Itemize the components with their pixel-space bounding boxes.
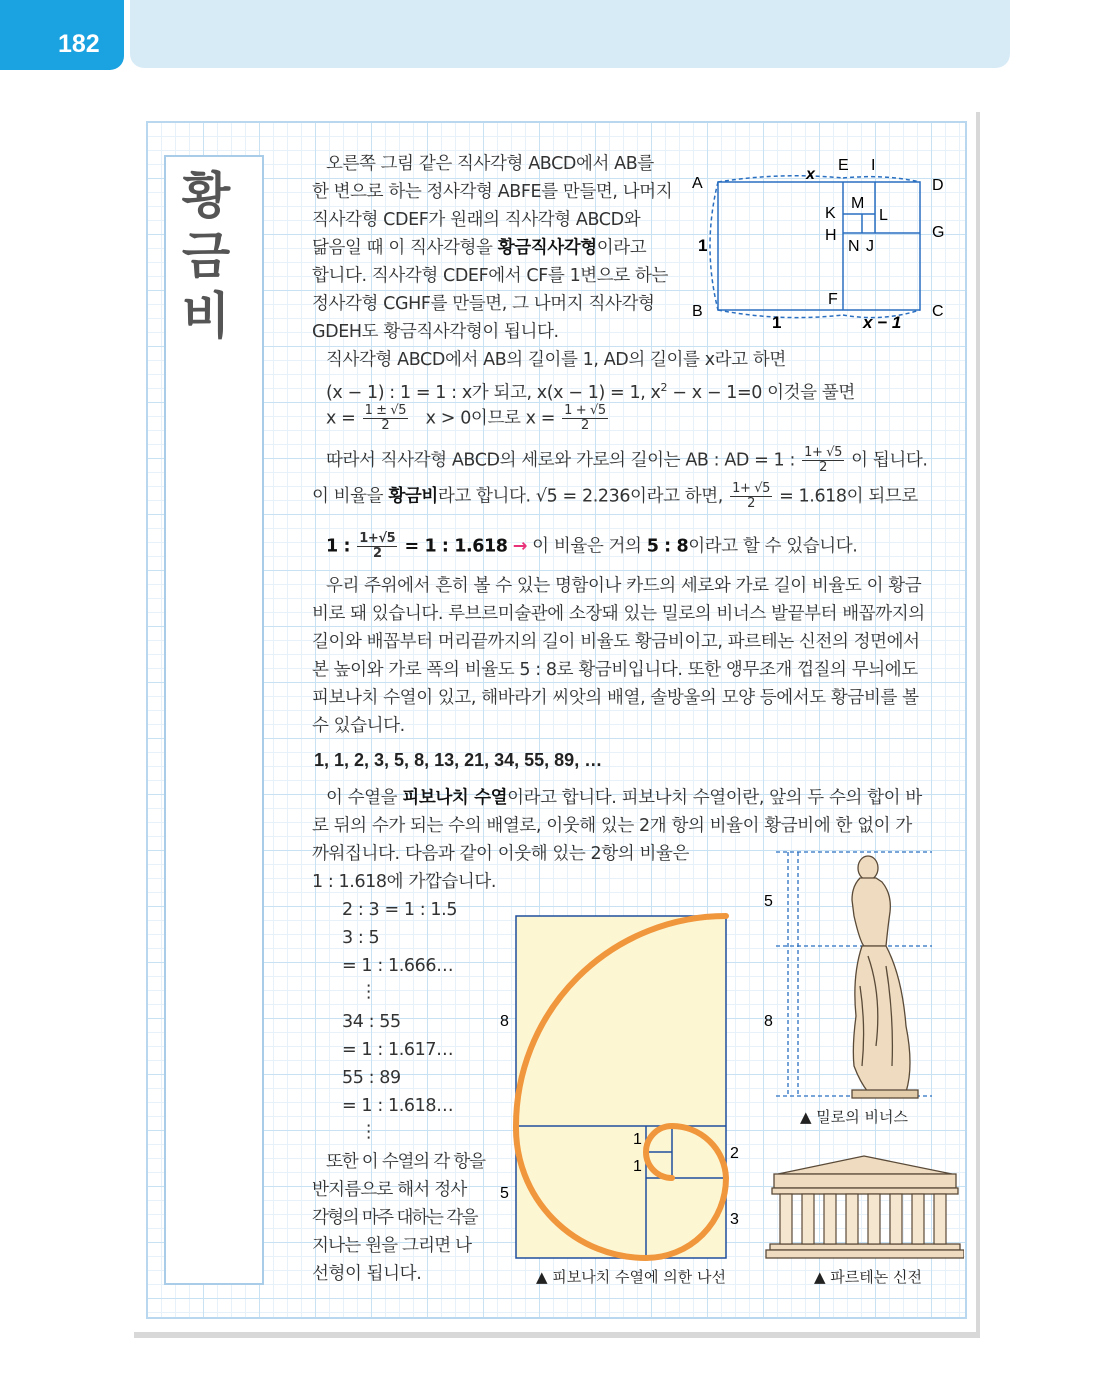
intro-line [312, 234, 646, 263]
fraction [357, 532, 397, 561]
spiral-text-line: 지나는 원을 그리면 나 [312, 1236, 472, 1256]
arrow-icon: → [512, 536, 527, 557]
venus-label-top: 5 [764, 893, 773, 910]
title-char: 황 [181, 167, 231, 225]
examples-line: 우리 주위에서 흔히 볼 수 있는 명함이나 카드의 세로와 가로 길이 비율도 이 황금 [326, 576, 922, 596]
fraction [562, 404, 608, 433]
ratio-item: = 1 : 1.666… [342, 956, 454, 976]
text-span: x > 0이므로 x = [425, 408, 555, 429]
label-G: G [932, 224, 945, 241]
text-span: = 1.618이 되므로 [779, 486, 918, 507]
text-span: = 1 : 1.618 [404, 536, 508, 557]
text-span: x = [326, 408, 356, 429]
numerator: 1+ √5 [732, 481, 770, 496]
statue-figure [852, 856, 918, 1098]
examples-line: 비로 돼 있습니다. 루브르미술관에 소장돼 있는 밀로의 비너스 발끝부터 배꼽까지의 [312, 604, 925, 624]
fibonacci-line: 까워집니다. 다음과 같이 이웃해 있는 2항의 비율은 [312, 844, 689, 864]
parthenon-illustration [764, 1144, 964, 1262]
intro-line: 직사각형 CDEF가 원래의 직사각형 ABCD와 [312, 210, 641, 230]
venus-de-milo-illustration [756, 846, 956, 1108]
intro-line: 정사각형 CGHF를 만들면, 그 나머지 직사각형 [312, 294, 655, 314]
ratio-item: 2 : 3 = 1 : 1.5 [342, 900, 458, 920]
term-fibonacci: 피보나치 수열 [402, 788, 508, 808]
examples-line: 수 있습니다. [312, 716, 405, 736]
text-span: 5 : 8 [646, 536, 689, 557]
denominator: 2 [381, 418, 390, 433]
header-band [130, 0, 1010, 68]
fibonacci-line [326, 784, 922, 813]
label-K: K [825, 205, 836, 222]
text-span: − x − 1=0 이것을 풀면 [667, 382, 855, 403]
label-two: 2 [730, 1145, 739, 1162]
label-L: L [879, 207, 888, 224]
text-span: (x − 1) : 1 = 1 : x가 되고, x(x − 1) = 1, x [326, 382, 661, 403]
text-span: 이라고 [596, 238, 647, 258]
venus-caption: ▲ 밀로의 비너스 [800, 1108, 909, 1126]
text-span: 이 됩니다. [851, 450, 928, 471]
text-span: 이라고 할 수 있습니다. [688, 536, 858, 557]
spiral-text-line: 또한 이 수열의 각 항을 [326, 1152, 485, 1172]
denominator: 2 [372, 546, 382, 561]
page-number: 182 [58, 30, 100, 58]
label-I: I [871, 157, 876, 174]
intro-line: 한 변으로 하는 정사각형 ABFE를 만들면, 나머지 [312, 182, 673, 202]
title-char: 금 [181, 227, 231, 285]
label-D: D [932, 177, 944, 194]
fraction [363, 404, 409, 433]
label-three: 3 [730, 1211, 739, 1228]
ratio-item: ⋮ [360, 982, 378, 1002]
page-title [176, 166, 236, 346]
ratio-item: = 1 : 1.617… [342, 1040, 454, 1060]
derivation-line [312, 482, 918, 511]
fibonacci-line: 로 뒤의 수가 되는 수의 배열로, 이웃해 있는 2개 항의 비율이 황금비에 한 없이 가 [312, 816, 912, 836]
spiral-caption: ▲ 피보나치 수열에 의한 나선 [536, 1268, 726, 1286]
label-A: A [692, 175, 703, 192]
label-one-left: 1 [698, 236, 708, 255]
text-span: 라고 합니다. √5 = 2.236이라고 하면, [437, 486, 723, 507]
parthenon-caption: ▲ 파르테논 신전 [814, 1268, 923, 1286]
spiral-text-line: 반지름으로 해서 정사 [312, 1180, 467, 1200]
text-span: 이 비율을 [312, 486, 389, 507]
fraction [730, 482, 772, 511]
label-five: 5 [500, 1185, 509, 1202]
denominator: 2 [819, 460, 827, 475]
denominator: 2 [747, 496, 755, 511]
label-one-bottom: 1 [772, 313, 782, 332]
label-E: E [838, 157, 849, 174]
superscript: 2 [660, 381, 668, 394]
label-one-b: 1 [633, 1158, 642, 1175]
ratio-item: 3 : 5 [342, 928, 380, 948]
fibonacci-line: 1 : 1.618에 가깝습니다. [312, 872, 497, 892]
derivation-solution [326, 404, 610, 433]
ratio-conclusion [326, 532, 857, 561]
intro-line: GDEH도 황금직사각형이 됩니다. [312, 322, 559, 342]
text-span: 이 수열을 [326, 788, 403, 808]
derivation-line [326, 446, 928, 475]
label-eight: 8 [500, 1013, 509, 1030]
label-H: H [825, 227, 837, 244]
ratio-item: 55 : 89 [342, 1068, 401, 1088]
numerator: 1 + √5 [564, 403, 606, 418]
venus-label-bottom: 8 [764, 1013, 773, 1030]
text-span: 이 비율은 거의 [527, 536, 647, 557]
ratio-item: 34 : 55 [342, 1012, 401, 1032]
denominator: 2 [581, 418, 589, 433]
title-char: 비 [181, 287, 231, 345]
golden-rectangle-diagram [688, 150, 958, 336]
examples-line: 피보나치 수열이 있고, 해바라기 씨앗의 배열, 솔방울의 모양 등에서도 황금비를 볼 [312, 688, 919, 708]
label-C: C [932, 303, 944, 320]
numerator: 1+√5 [359, 531, 396, 546]
label-M: M [851, 195, 865, 212]
numerator: 1+ √5 [804, 445, 842, 460]
ratio-item: ⋮ [360, 1122, 378, 1142]
examples-line: 길이와 배꼽부터 머리끝까지의 길이 비율도 황금비이고, 파르테논 신전의 정면에서 [312, 632, 920, 652]
text-span: 닮음일 때 이 직사각형을 [312, 238, 498, 258]
label-B: B [692, 303, 703, 320]
label-F: F [828, 291, 838, 308]
fibonacci-sequence: 1, 1, 2, 3, 5, 8, 13, 21, 34, 55, 89, … [314, 750, 603, 770]
term-golden-ratio: 황금비 [388, 486, 438, 507]
label-x-minus-1: x − 1 [863, 313, 902, 332]
text-span: 1 : [326, 536, 351, 557]
ratio-item: = 1 : 1.618… [342, 1096, 454, 1116]
spiral-text-line: 선형이 됩니다. [312, 1264, 422, 1284]
numerator: 1 ± √5 [364, 403, 407, 418]
fraction [802, 446, 844, 475]
label-x: x [806, 166, 815, 183]
text-span: 따라서 직사각형 ABCD의 세로와 가로의 길이는 AB : AD = 1 : [326, 450, 795, 471]
label-one-a: 1 [633, 1131, 642, 1148]
intro-line: 오른쪽 그림 같은 직사각형 ABCD에서 AB를 [326, 154, 654, 174]
examples-line: 본 높이와 가로 폭의 비율도 5 : 8로 황금비입니다. 또한 앵무조개 껍질의 무늬에도 [312, 660, 918, 680]
parthenon-columns [780, 1194, 946, 1244]
intro-line: 합니다. 직사각형 CDEF에서 CF를 1변으로 하는 [312, 266, 668, 286]
term-golden-rectangle: 황금직사각형 [497, 238, 597, 258]
label-N: N [848, 238, 860, 255]
label-J: J [866, 238, 874, 255]
spiral-text-line: 각형의 마주 대하는 각을 [312, 1208, 477, 1228]
derivation-line: 직사각형 ABCD에서 AB의 길이를 1, AD의 길이를 x라고 하면 [326, 350, 786, 370]
fibonacci-spiral-diagram [496, 906, 746, 1262]
text-span: 이라고 합니다. 피보나치 수열이란, 앞의 두 수의 합이 바 [507, 788, 922, 808]
